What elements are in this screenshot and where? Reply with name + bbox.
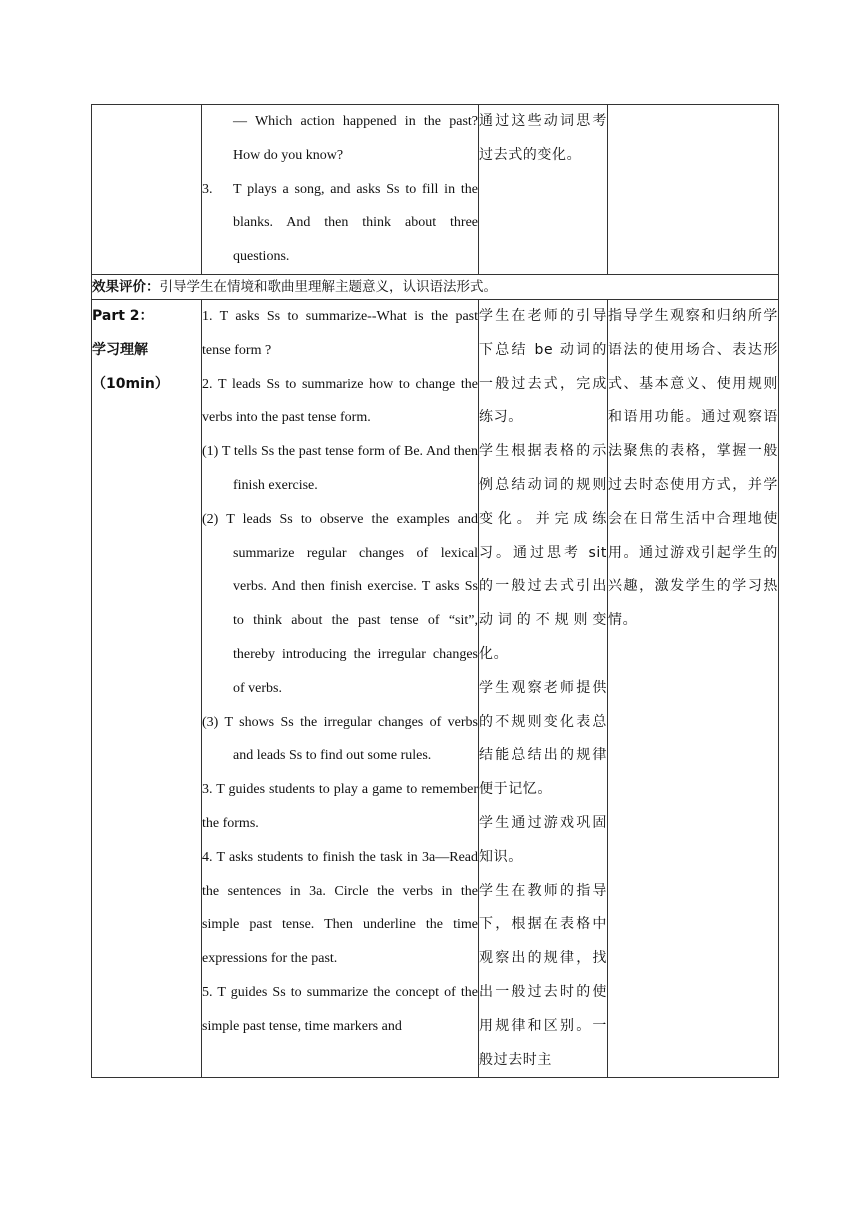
step-5: 5. T guides Ss to summarize the concept of the simple past tense, time markers and: [202, 984, 478, 1034]
step-2: 2. T leads Ss to summarize how to change the verbs into the past tense form.: [202, 376, 478, 426]
design-intent-cell: [608, 300, 779, 1078]
step-1: 1. T asks Ss to summarize--What is the past tense form ?: [202, 309, 478, 358]
student-activity-cell: [479, 105, 608, 275]
table-row: [92, 105, 779, 275]
item-number: 3.: [202, 181, 213, 197]
student-activity-text: 通过这些动词思考过去式的变化。: [479, 113, 607, 163]
design-intent-text: 指导学生观察和归纳所学语法的使用场合、表达形式、基本意义、使用规则和语用功能。通过观察语法聚焦的表格，掌握一般过去时态使用方式，并学会在日常生活中合理地使用。通过游戏引起学生的兴趣，激发学生的学习热情。: [608, 308, 778, 629]
lesson-plan-table: [91, 104, 779, 1078]
student-activity-4: 学生通过游戏巩固知识。: [479, 814, 607, 865]
design-intent-cell: [608, 105, 779, 275]
item-text: T plays a song, and asks Ss to fill in the blanks. And then think about three questions.: [233, 181, 478, 265]
evaluation-text: 引导学生在情境和歌曲里理解主题意义，认识语法形式。: [159, 279, 497, 295]
part-time: （10min）: [92, 375, 169, 392]
activity-item: [202, 173, 478, 274]
table-row: [92, 300, 779, 1078]
evaluation-cell: [92, 275, 779, 300]
step-2-1: (1) T tells Ss the past tense form of Be. And then finish exercise.: [202, 444, 478, 493]
step-2-2: (2) T leads Ss to observe the examples and summarize regular changes of lexical verbs. And then finish exercise. T asks Ss to think about the past tense of “sit”, thereby introducing the irregular changes of verbs.: [202, 511, 478, 696]
activity-line: — Which action happened in the past? How do you know?: [233, 114, 478, 163]
teacher-activity-cell: [202, 300, 479, 1078]
evaluation-row: [92, 275, 779, 300]
student-activity-1: 学生在老师的引导下总结 be 动词的一般过去式，完成练习。: [479, 308, 607, 426]
teacher-activity-cell: [202, 105, 479, 275]
evaluation-label: 效果评价：: [92, 279, 160, 295]
student-activity-cell: [479, 300, 608, 1078]
step-3: 3. T guides students to play a game to remember the forms.: [202, 782, 478, 831]
step-2-3: (3) T shows Ss the irregular changes of verbs and leads Ss to find out some rules.: [202, 714, 478, 764]
stage-cell: [92, 105, 202, 275]
student-activity-5: 学生在教师的指导下，根据在表格中观察出的规律，找出一般过去时的使用规律和区别。一般过去时主: [479, 882, 607, 1068]
step-4: 4. T asks students to finish the task in 3a—Read the sentences in 3a. Circle the verbs in the simple past tense. Then underline the time expressions for the past.: [202, 849, 478, 967]
student-activity-2: 学生根据表格的示例总结动词的规则变化。并完成练习。通过思考 sit 的一般过去式引出动词的不规则变化。: [479, 443, 607, 662]
part-title: Part 2：: [92, 308, 154, 324]
student-activity-3: 学生观察老师提供的不规则变化表总结能总结出的规律便于记忆。: [479, 679, 607, 798]
part-subtitle: 学习理解: [92, 341, 148, 358]
stage-cell: [92, 300, 202, 1078]
